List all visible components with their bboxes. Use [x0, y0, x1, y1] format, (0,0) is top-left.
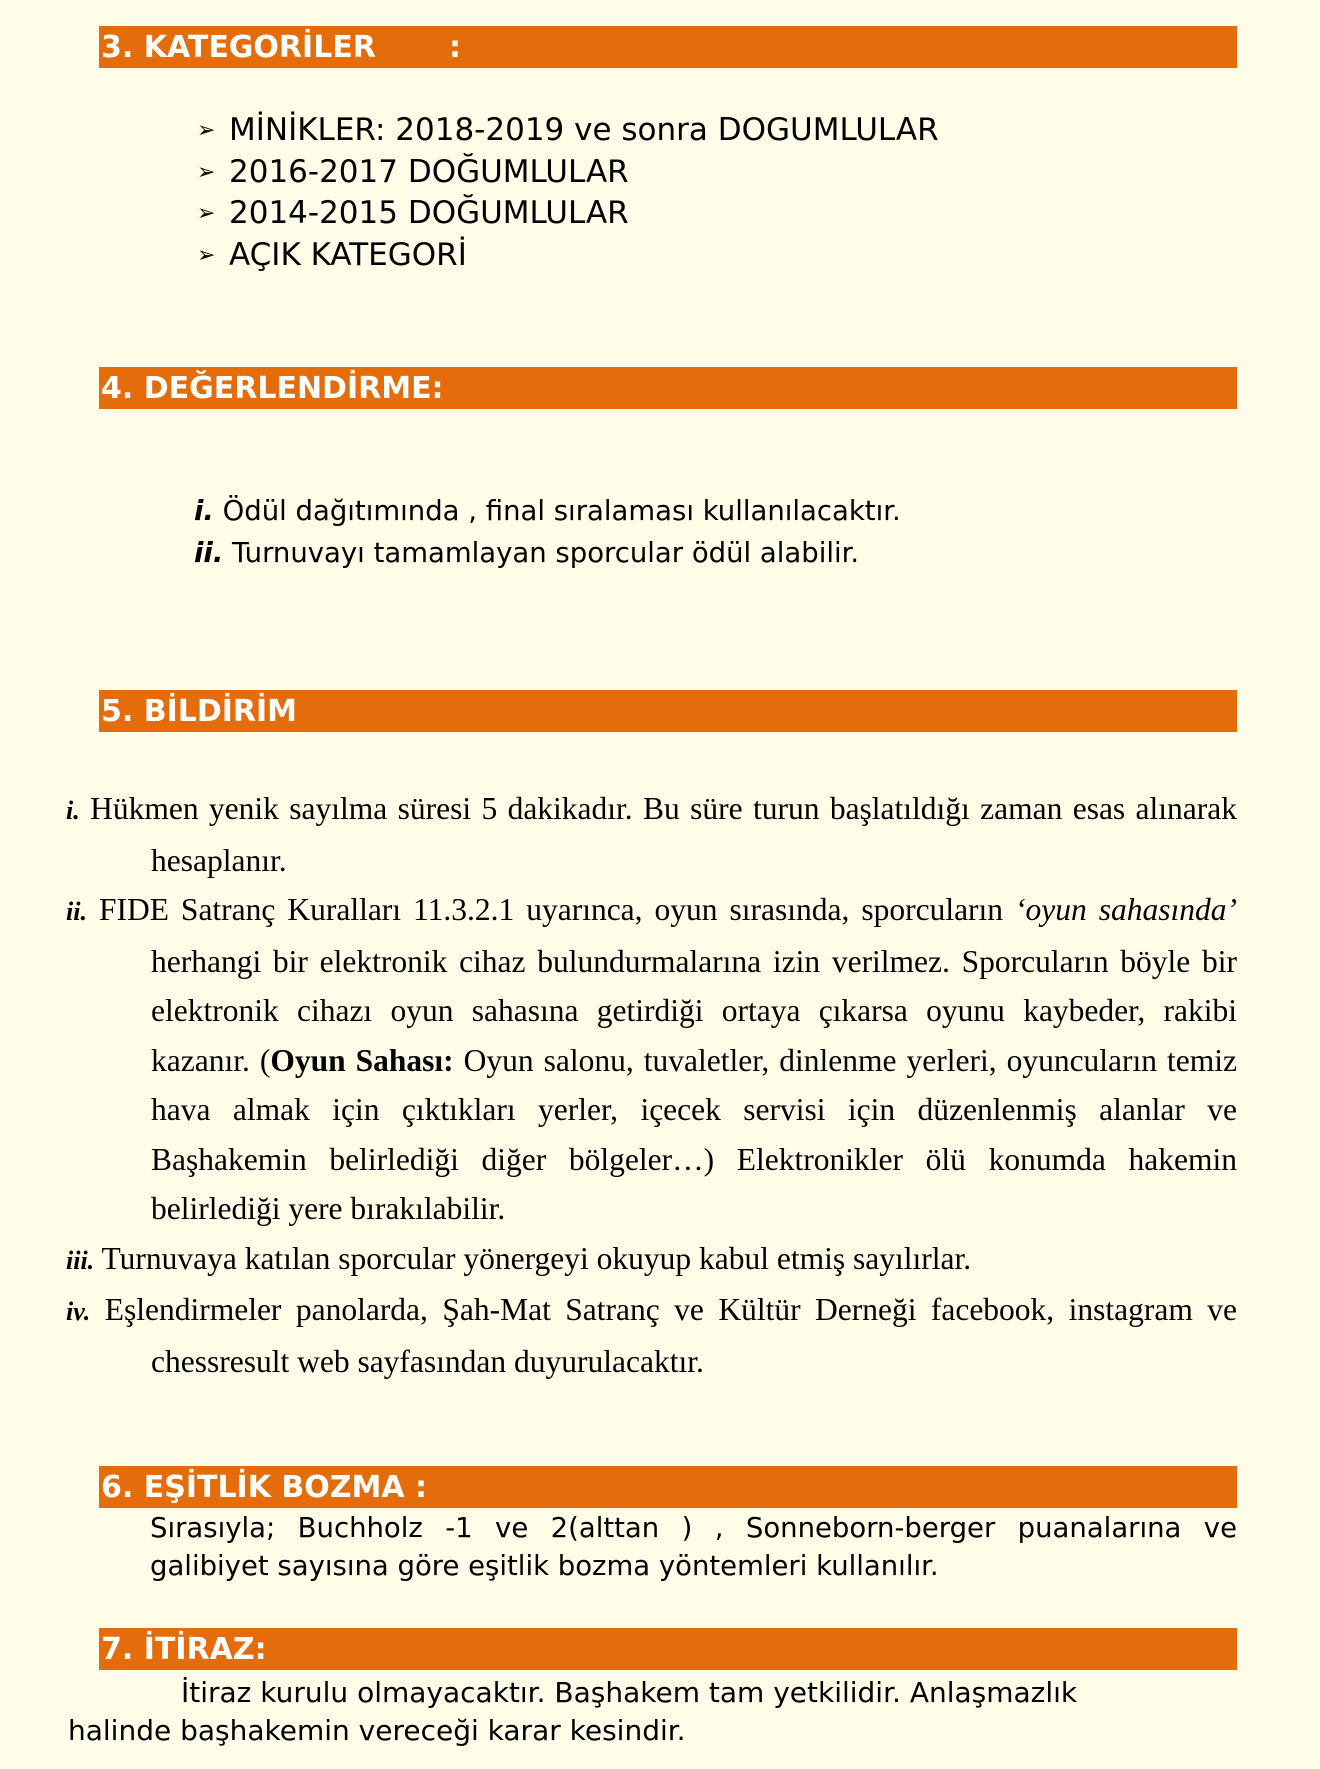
list-item: ➢ 2014-2015 DOĞUMLULAR [197, 193, 939, 235]
arrowhead-bullet-icon: ➢ [197, 242, 216, 268]
section-heading-itiraz: 7. İTİRAZ: [99, 1628, 1237, 1670]
list-item: ➢ 2016-2017 DOĞUMLULAR [197, 152, 939, 194]
section-heading-kategoriler: 3. KATEGORİLER : [99, 26, 1237, 68]
section-heading-esitlik: 6. EŞİTLİK BOZMA : [99, 1466, 1237, 1508]
category-list [197, 110, 939, 276]
list-item: ii. FIDE Satranç Kuralları 11.3.2.1 uyarınca, oyun sırasında, sporcuların ‘oyun sahasında’ herhangi bir elektronik cihaz bulundurmalarına izin verilmez. Sporcuların böyle bir elektronik cihazı oyun sahasına getirdiği ortaya çıkarsa oyunu kaybeder, rakibi kazanır. (Oyun Sahası: Oyun salonu, tuvaletler, dinlenme yerleri, oyuncuların temiz hava almak için çıktıkları yerler, içecek servisi için düzenlenmiş alanlar ve Başhakemin belirlediği diğer bölgeler…) Elektronikler ölü konumda hakemin belirlediği yere bırakılabilir. [66, 892, 1237, 1226]
objection-text [68, 1674, 1237, 1750]
notification-list [66, 784, 1237, 1386]
tiebreak-text: Sırasıyla; Buchholz -1 ve 2(alttan ) , Sonneborn-berger puanalarına ve galibiyet sayısına göre eşitlik bozma yöntemleri kullanılır. [150, 1512, 1237, 1582]
section-heading-degerlendirme: 4. DEĞERLENDİRME: [99, 367, 1237, 409]
arrowhead-bullet-icon: ➢ [197, 159, 216, 185]
objection-line: halinde başhakemin vereceği karar kesindir. [68, 1714, 686, 1747]
section-heading-bildirim: 5. BİLDİRİM [99, 690, 1237, 732]
list-item: ➢ AÇIK KATEGORİ [197, 235, 939, 277]
list-item: ➢ MİNİKLER: 2018-2019 ve sonra DOGUMLULAR [197, 110, 939, 152]
list-item: i. Ödül dağıtımında , final sıralaması kullanılacaktır. [194, 495, 901, 527]
arrowhead-bullet-icon: ➢ [197, 201, 216, 226]
list-item: iii. Turnuvaya katılan sporcular yönergeyi okuyup kabul etmiş sayılırlar. [66, 1240, 972, 1276]
objection-line: İtiraz kurulu olmayacaktır. Başhakem tam yetkilidir. Anlaşmazlık [181, 1676, 1078, 1709]
list-item: ii. Turnuvayı tamamlayan sporcular ödül alabilir. [194, 537, 860, 569]
evaluation-list [194, 490, 901, 574]
list-item: iv. Eşlendirmeler panolarda, Şah-Mat Satranç ve Kültür Derneği facebook, instagram ve chessresult web sayfasından duyurulacaktır. [66, 1292, 1237, 1379]
list-item: i. Hükmen yenik sayılma süresi 5 dakikadır. Bu süre turun başlatıldığı zaman esas alınarak hesaplanır. [66, 791, 1237, 878]
arrowhead-bullet-icon: ➢ [197, 118, 216, 143]
